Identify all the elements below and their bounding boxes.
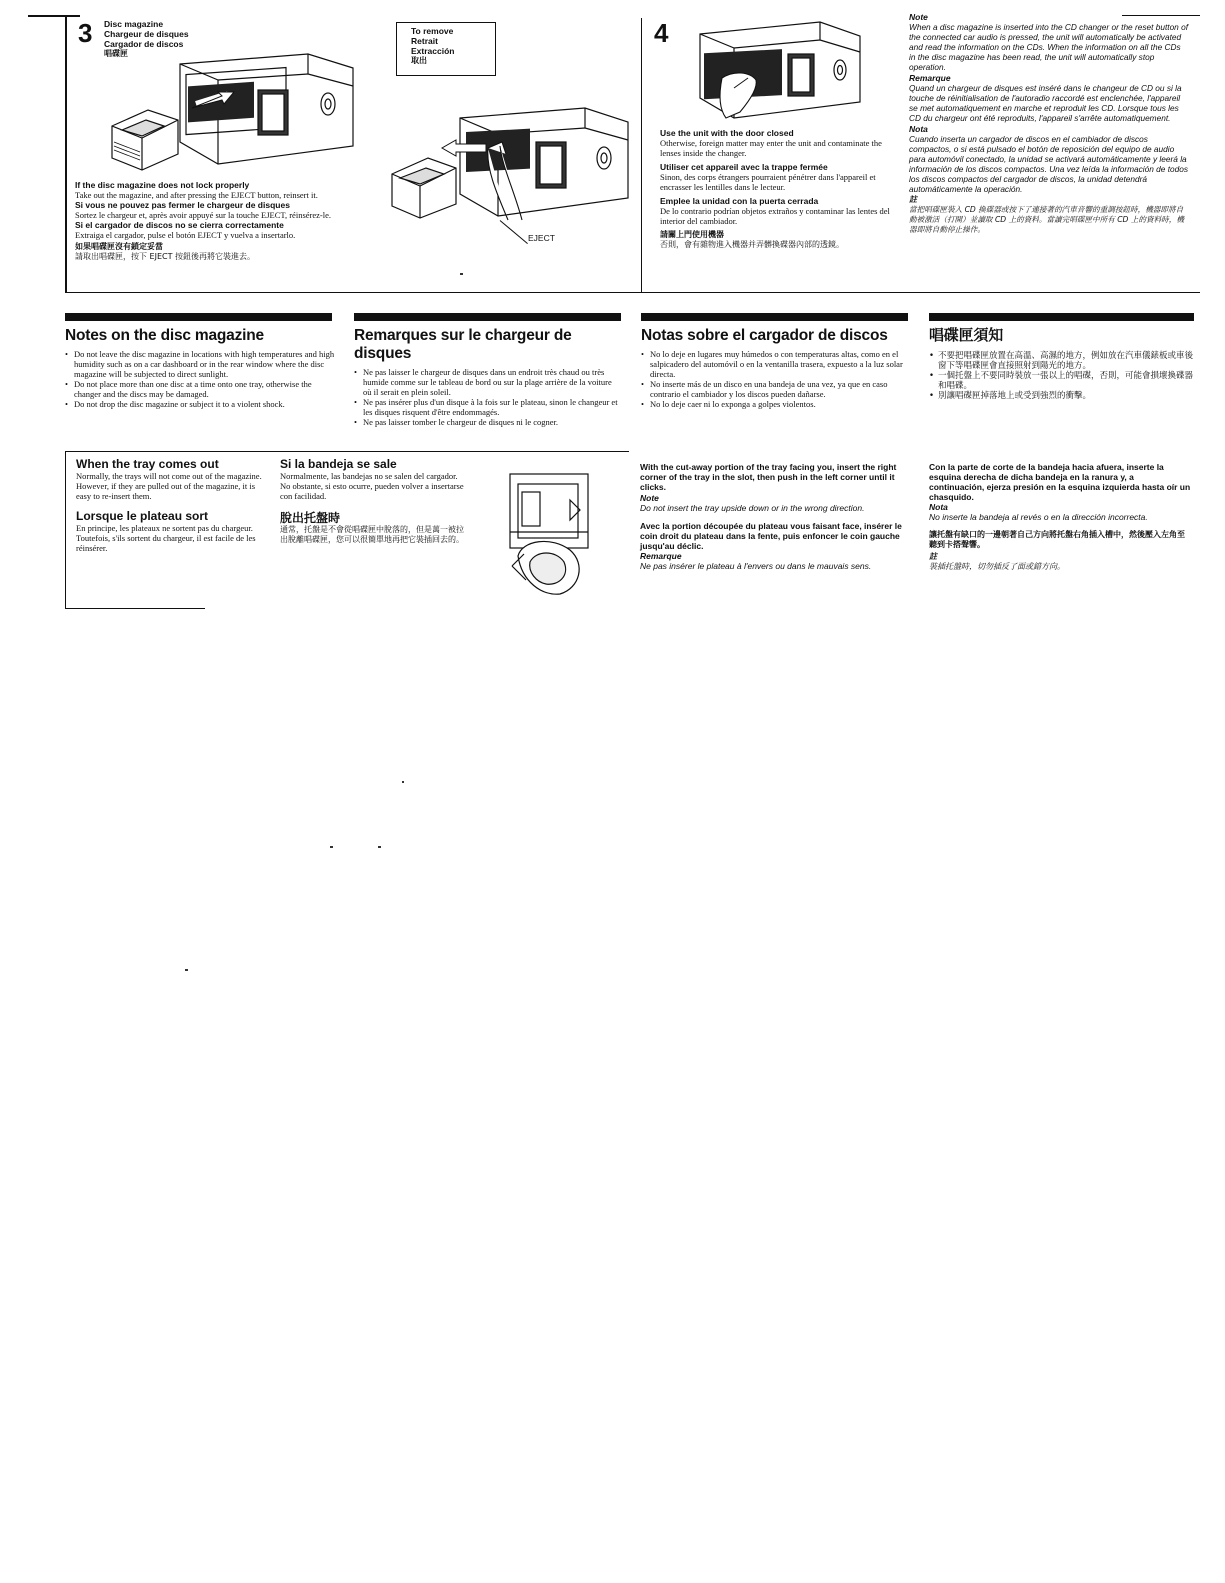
- tray-es-head: Si la bandeja se sale: [280, 457, 397, 471]
- scan-speck: [460, 273, 463, 275]
- insert-zh-note: 裝插托盤時，切勿插反了面或錯方向。: [929, 562, 1065, 571]
- insert-fr-body: Avec la portion découpée du plateau vous faisant face, insérer le coin droit du plateau dans la fente, puis enfoncer le coin gauche jusqu'au déclic.: [640, 521, 902, 551]
- notes-en-item: • Do not leave the disc magazine in locations with high temperatures and high humidity such as on a car dashboard or in the rear window where the disc magazine will be subjected to direct sunlight.: [65, 349, 335, 379]
- notes-fr: [354, 327, 622, 427]
- frame-left: [65, 15, 67, 293]
- door-close-illustration: [690, 18, 865, 130]
- insert-en-note-label: Note: [640, 493, 659, 503]
- insert-col-2: [929, 462, 1191, 572]
- auto-read-note: [909, 12, 1189, 235]
- insert-zh-note-label: 註: [929, 552, 937, 561]
- notes-en-title: Notes on the disc magazine: [65, 327, 264, 344]
- notes-fr-title: Remarques sur le chargeur de disques: [354, 327, 572, 362]
- step-4-number: 4: [654, 18, 669, 48]
- remove-es: Extracción: [411, 46, 455, 56]
- note-fr-body: Quand un chargeur de disques est inséré dans le changeur de CD ou si la touche de réinitialisation de l'autoradio raccordé est enclenchée, l'appareil se met automatiquement en marche et reproduit les CD. Lorsque tous les CD du chargeur ont été reproduits, l'appareil s'arrête automatiquement.: [909, 83, 1182, 123]
- insert-en-body: With the cut-away portion of the tray facing you, insert the right corner of the tray in the slot, then push in the left corner until it clicks.: [640, 462, 897, 492]
- step-3-title-es: Cargador de discos: [104, 39, 184, 49]
- step-3-title-en: Disc magazine: [104, 19, 164, 29]
- notes-zh: [929, 327, 1193, 401]
- lock-zh-body: 請取出唱碟匣，按下 EJECT 按鈕後再將它裝進去。: [75, 252, 256, 261]
- notes-en-rule: [65, 313, 332, 321]
- remove-box: [396, 22, 496, 76]
- changer-remove-illustration: [390, 100, 635, 240]
- insert-col-1: [640, 462, 910, 571]
- tray-fr-body: En principe, les plateaux ne sortent pas du chargeur. Toutefois, s'ils sortent du chargeur, il est facile de les réinsérer.: [76, 523, 256, 553]
- tray-zh-body: 通常，托盤是不會從唱碟匣中脫落的，但是萬一被拉出脫離唱碟匣，您可以很簡單地再把它裝插回去的。: [280, 525, 464, 544]
- insert-fr-note-label: Remarque: [640, 551, 682, 561]
- insert-es-note: No inserte la bandeja al revés o en la dirección incorrecta.: [929, 512, 1148, 522]
- note-es-body: Cuando inserta un cargador de discos en el cambiador de discos compactos, o si está pulsado el botón de reposición del equipo de audio para automóvil conectado, la unidad se activará automáticamente y leerá la información de los discos compactos. Una vez leída la información de todos los discos compactos del cargador de discos, la unidad detendrá automáticamente la operación.: [909, 134, 1189, 194]
- step-4-en-body: Otherwise, foreign matter may enter the unit and contaminate the lenses inside the changer.: [660, 138, 882, 158]
- note-es-label: Nota: [909, 124, 928, 134]
- notes-en-item: • Do not drop the disc magazine or subject it to a violent shock.: [65, 399, 335, 409]
- frame-top-left: [28, 15, 80, 17]
- step-4-es-body: De lo contrario podrían objetos extraños y contaminar las lentes del interior del cambiador.: [660, 206, 890, 226]
- lock-es-head: Si el cargador de discos no se cierra correctamente: [75, 220, 284, 230]
- notes-es-item: • No lo deje caer ni lo exponga a golpes violentos.: [641, 399, 911, 409]
- notes-es-title: Notas sobre el cargador de discos: [641, 327, 888, 344]
- notes-es-list: [641, 349, 911, 409]
- tray-en: [76, 457, 266, 553]
- tray-zh-head: 脫出托盤時: [280, 511, 341, 525]
- notes-zh-list: [929, 351, 1193, 401]
- scan-speck: [185, 969, 188, 971]
- remove-fr: Retrait: [411, 36, 438, 46]
- frame-divider: [641, 18, 642, 293]
- notes-fr-list: [354, 367, 622, 427]
- lock-fr-head: Si vous ne pouvez pas fermer le chargeur de disques: [75, 200, 290, 210]
- insert-es-note-label: Nota: [929, 502, 948, 512]
- notes-es-rule: [641, 313, 908, 321]
- insert-fr-note: Ne pas insérer le plateau à l'envers ou dans le mauvais sens.: [640, 561, 872, 571]
- tray-frame-top: [65, 451, 629, 452]
- step-3-title-zh: 唱碟匣: [104, 49, 128, 58]
- step-4-zh-head: 請關上門使用機器: [660, 230, 724, 239]
- tray-insert-illustration: [508, 470, 592, 598]
- notes-fr-item: • Ne pas laisser tomber le chargeur de disques ni le cogner.: [354, 417, 622, 427]
- lock-instructions: [75, 180, 405, 262]
- note-en-label: Note: [909, 12, 928, 22]
- tray-frame-left: [65, 451, 66, 609]
- lock-en-head: If the disc magazine does not lock properly: [75, 180, 250, 190]
- notes-en: [65, 327, 335, 409]
- note-zh-body: 當把唱碟匣裝入 CD 換碟器或按下了連接著的汽車音響的重調按鈕時，機器即將自動被激活（打開）並讀取 CD 上的資料。當讀完唱碟匣中所有 CD 上的資料時，機器即將自動停止操作。: [909, 205, 1184, 234]
- notes-zh-item: • 別讓唱碟匣掉落地上或受到強烈的衝擊。: [929, 391, 1193, 401]
- step-4-text: [660, 128, 890, 250]
- lock-es-body: Extraiga el cargador, pulse el botón EJECT y vuelva a insertarlo.: [75, 230, 296, 240]
- notes-es-item: • No inserte más de un disco en una bandeja de una vez, ya que en caso contrario el cambiador y los discos pueden dañarse.: [641, 379, 911, 399]
- note-en-body: When a disc magazine is inserted into the CD changer or the reset button of the connected car audio is pressed, the unit will automatically be activated and read the information on the CDs. When the information on all the CDs in the disc magazine has been read, the unit will automatically stop operation.: [909, 22, 1189, 72]
- note-fr-label: Remarque: [909, 73, 951, 83]
- tray-es: [280, 457, 470, 545]
- notes-zh-item: • 不要把唱碟匣放置在高溫、高濕的地方，例如放在汽車儀錶板或車後窗下等唱碟匣會直接照射到陽光的地方。: [929, 351, 1193, 371]
- step-4-zh-body: 否則，會有雜物進入機器并弄髒換碟器內部的透鏡。: [660, 240, 844, 249]
- insert-zh-body: 讓托盤有缺口的一邊朝著自己方向將托盤右角插入槽中，然後壓入左角至聽到卡搭聲響。: [929, 530, 1185, 549]
- note-zh-label: 註: [909, 195, 917, 204]
- notes-fr-item: • Ne pas insérer plus d'un disque à la fois sur le plateau, sinon le changeur et les disques risquent d'être endommagés.: [354, 397, 622, 417]
- notes-en-list: [65, 349, 335, 409]
- step-4-es-head: Emplee la unidad con la puerta cerrada: [660, 196, 819, 206]
- lock-zh-head: 如果唱碟匣沒有鎖定妥當: [75, 242, 163, 251]
- notes-es-item: • No lo deje en lugares muy húmedos o con temperaturas altas, como en el salpicadero del automóvil o en la ventanilla trasera, expuesto a la luz solar directa.: [641, 349, 911, 379]
- step-4-en-head: Use the unit with the door closed: [660, 128, 794, 138]
- notes-es: [641, 327, 911, 409]
- insert-es-body: Con la parte de corte de la bandeja hacia afuera, inserte la esquina derecha de dicha bandeja en la ranura y, a continuación, ejerza presión en la esquina izquierda hasta oír un chasquido.: [929, 462, 1191, 502]
- step-4-fr-body: Sinon, des corps étrangers pourraient pénétrer dans l'appareil et encrasser les lentilles dans le lecteur.: [660, 172, 876, 192]
- tray-en-body: Normally, the trays will not come out of the magazine. However, if they are pulled out of the magazine, it is easy to re-insert them.: [76, 471, 262, 501]
- tray-frame-bottom: [65, 608, 205, 609]
- lock-en-body: Take out the magazine, and after pressing the EJECT button, reinsert it.: [75, 190, 318, 200]
- tray-en-head: When the tray comes out: [76, 457, 219, 471]
- changer-insert-illustration: [108, 46, 358, 186]
- tray-fr-head: Lorsque le plateau sort: [76, 509, 209, 523]
- scan-speck: [402, 781, 404, 783]
- notes-fr-item: • Ne pas laisser le chargeur de disques dans un endroit très chaud ou très humide comme sur le tableau de bord ou sur la plage arrière de la voiture où il serait en plein soleil.: [354, 367, 622, 397]
- tray-es-body: Normalmente, las bandejas no se salen del cargador. No obstante, si esto ocurre, pueden volver a insertarse con facilidad.: [280, 471, 464, 501]
- scan-speck: [378, 846, 381, 848]
- step-3-number: 3: [78, 18, 93, 48]
- notes-en-item: • Do not place more than one disc at a time onto one tray, otherwise the changer and the discs may be damaged.: [65, 379, 335, 399]
- step-4-fr-head: Utiliser cet appareil avec la trappe fermée: [660, 162, 828, 172]
- scan-speck: [330, 846, 333, 848]
- remove-zh: 取出: [411, 56, 427, 65]
- lock-fr-body: Sortez le chargeur et, après avoir appuyé sur la touche EJECT, réinsérez-le.: [75, 210, 331, 220]
- notes-zh-item: • 一個托盤上不要同時裝放一張以上的唱碟，否則，可能會損壞換碟器和唱碟。: [929, 371, 1193, 391]
- step-3-title-fr: Chargeur de disques: [104, 29, 189, 39]
- frame-bottom: [65, 292, 1200, 293]
- notes-zh-rule: [929, 313, 1194, 321]
- eject-label: EJECT: [528, 233, 555, 243]
- insert-en-note: Do not insert the tray upside down or in the wrong direction.: [640, 503, 865, 513]
- notes-fr-rule: [354, 313, 621, 321]
- notes-zh-title: 唱碟匣須知: [929, 327, 1004, 344]
- remove-en: To remove: [411, 26, 454, 36]
